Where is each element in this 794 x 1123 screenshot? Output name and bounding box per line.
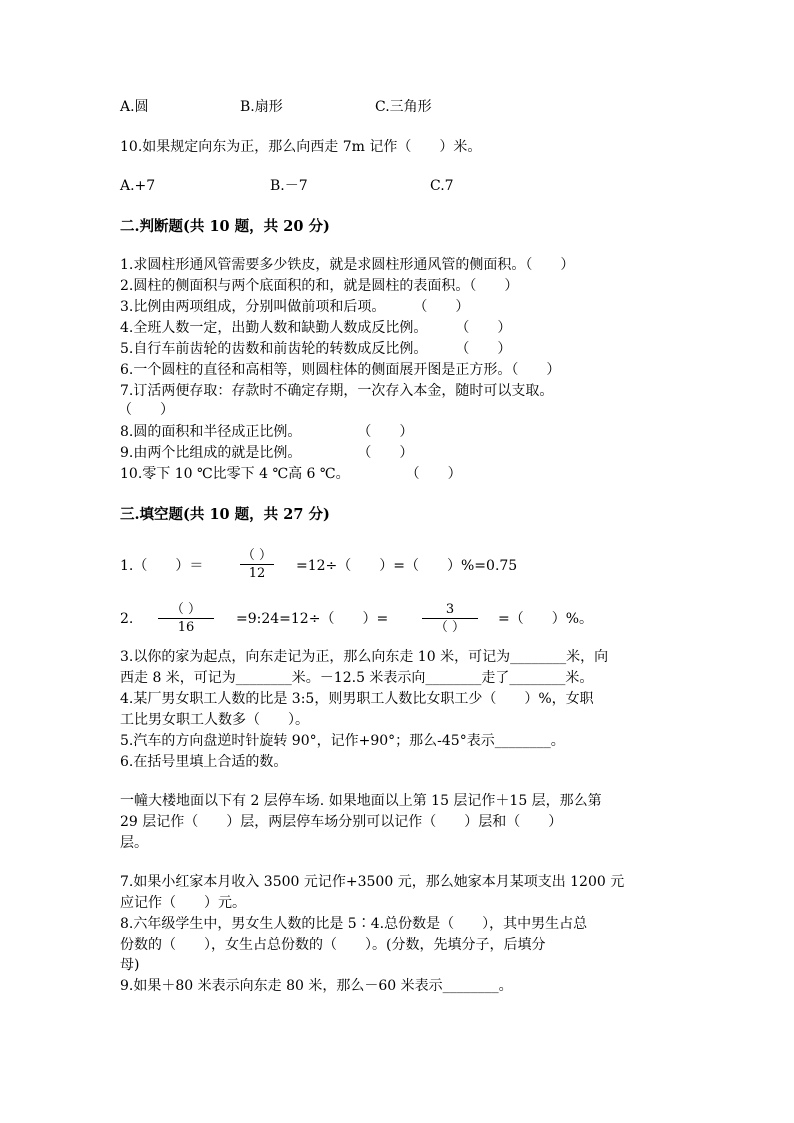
s3-item-5: 5.汽车的方向盘逆时针旋转 90°，记作+90°；那么-45°表示________。 [120,733,565,749]
fraction-bar [240,564,274,565]
s2-item-7: 7.订活两便存取：存款时不确定存期，一次存入本金，随时可以支取。 [120,383,554,399]
s3-f1-prefix: 1.（ ）＝ [120,558,204,574]
fraction-numerator: （ ） [241,548,273,563]
s2-item-10: 10.零下 10 ℃比零下 4 ℃高 6 ℃。 （ ） [120,466,462,482]
s3-item-6-body-b: 29 层记作（ ）层，两层停车场分别可以记作（ ）层和（ ） [120,814,563,830]
s3-f2-middle: =9:24=12÷（ ）= [236,611,389,627]
s2-item-4: 4.全班人数一定，出勤人数和缺勤人数成反比例。 （ ） [120,320,512,336]
q10-text: 10.如果规定向东为正，那么向西走 7m 记作（ ）米。 [120,139,482,155]
s3-item-6: 6.在括号里填上合适的数。 [120,754,288,770]
s3-item-8c: 母) [120,957,140,973]
s2-item-9: 9.由两个比组成的就是比例。 （ ） [120,445,414,461]
s3-f1-suffix: =12÷（ ）=（ ）%=0.75 [296,558,518,574]
fraction-bar [158,618,214,619]
fraction-denominator: （ ） [434,620,466,635]
s3-item-3a: 3.以你的家为起点，向东走记为正，那么向东走 10 米，可记为________米，向 [120,649,609,665]
s3-item-6-body-a: 一幢大楼地面以下有 2 层停车场. 如果地面以上第 15 层记作＋15 层，那么第 [120,793,602,809]
s2-item-7-bracket: （ ） [118,402,174,418]
s3-item-4a: 4.某厂男女职工人数的比是 3:5，则男职工人数比女职工少（ ）%，女职 [120,691,594,707]
s2-item-6: 6.一个圆柱的直径和高相等，则圆柱体的侧面展开图是正方形。（ ） [120,362,561,378]
fraction-numerator: （ ） [170,602,202,617]
s3-item-8b: 份数的（ ），女生占总份数的（ ）。(分数，先填分子，后填分 [120,937,546,953]
fraction-numerator: 3 [445,602,455,617]
s3-f2-fraction-2 [422,602,478,635]
section2-title: 二.判断题(共 10 题，共 20 分) [120,218,330,235]
q10-option-a: A.+7 [120,178,156,194]
fraction-denominator: 16 [177,620,195,635]
q9-option-b: B.扇形 [240,99,283,115]
s3-item-4b: 工比男女职工人数多（ ）。 [120,712,309,728]
s2-item-2: 2.圆柱的侧面积与两个底面积的和，就是圆柱的表面积。（ ） [120,278,519,294]
s3-f2-suffix: =（ ）%。 [498,611,594,627]
s3-f2-prefix: 2. [120,611,134,627]
s3-item-8a: 8.六年级学生中，男女生人数的比是 5∶4.总份数是（ ），其中男生占总 [120,916,588,932]
s3-item-6-body-c: 层。 [120,835,148,851]
s3-f2-fraction-1 [158,602,214,635]
section3-title: 三.填空题(共 10 题，共 27 分) [120,506,330,523]
q10-option-b: B.－7 [270,178,308,194]
s3-item-3b: 西走 8 米，可记为________米。－12.5 米表示向________走了________米。 [120,670,594,686]
fraction-bar [422,618,478,619]
s3-item-7a: 7.如果小红家本月收入 3500 元记作+3500 元，那么她家本月某项支出 1200 元 [120,874,625,890]
s3-item-7b: 应记作（ ）元。 [120,895,246,911]
s2-item-1: 1.求圆柱形通风管需要多少铁皮，就是求圆柱形通风管的侧面积。（ ） [120,257,575,273]
s2-item-5: 5.自行车前齿轮的齿数和前齿轮的转数成反比例。 （ ） [120,341,512,357]
s2-item-8: 8.圆的面积和半径成正比例。 （ ） [120,424,414,440]
q9-option-a: A.圆 [120,99,149,115]
q10-option-c: C.7 [430,178,454,194]
fraction-denominator: 12 [248,566,266,581]
q9-option-c: C.三角形 [375,99,432,115]
s2-item-3: 3.比例由两项组成，分别叫做前项和后项。 （ ） [120,299,470,315]
s3-item-9: 9.如果＋80 米表示向东走 80 米，那么－60 米表示________。 [120,978,513,994]
s3-f1-fraction [240,548,274,581]
